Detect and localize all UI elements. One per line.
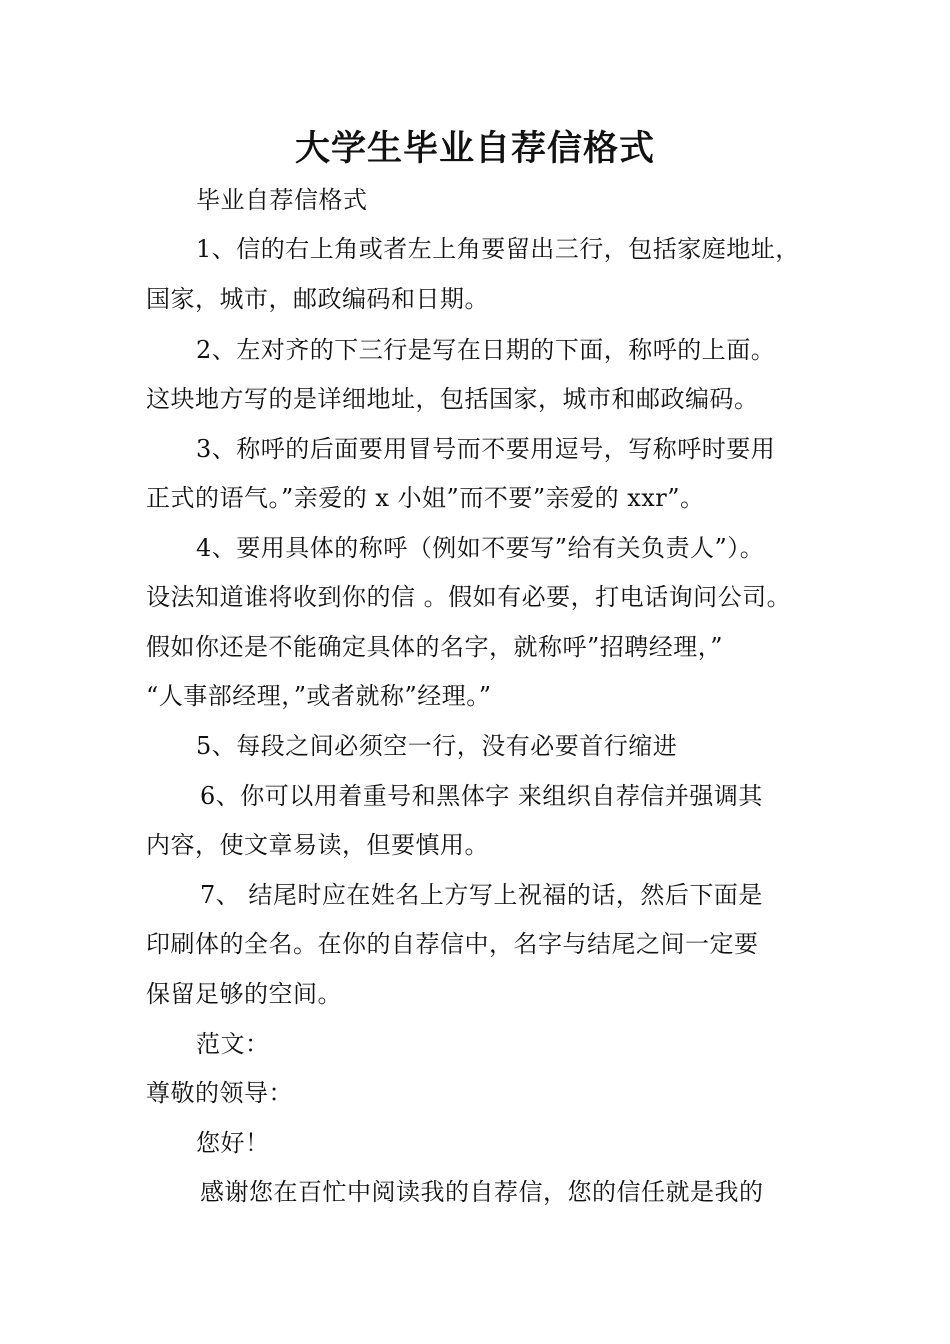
paragraph-line: 印刷体的全名。在你的自荐信中，名字与结尾之间一定要 <box>146 930 759 958</box>
paragraph-line: 这块地方写的是详细地址，包括国家，城市和邮政编码。 <box>146 385 759 413</box>
sample-label: 范文： <box>196 1030 270 1058</box>
paragraph-line: 4、要用具体的称呼（例如不要写”给有关负责人”）。 <box>196 534 765 562</box>
paragraph-line: 7、 结尾时应在姓名上方写上祝福的话，然后下面是 <box>200 881 763 909</box>
paragraph-line: 1、信的右上角或者左上角要留出三行，包括家庭地址， <box>196 235 800 263</box>
paragraph-line: 正式的语气。”亲爱的 x 小姐”而不要”亲爱的 xxr”。 <box>146 484 705 512</box>
paragraph-line: 2、左对齐的下三行是写在日期的下面，称呼的上面。 <box>196 336 776 364</box>
document-title: 大学生毕业自荐信格式 <box>294 129 655 169</box>
section-heading: 毕业自荐信格式 <box>196 186 368 214</box>
paragraph-line: 6、你可以用着重号和黑体字 来组织自荐信并强调其 <box>200 782 763 810</box>
greeting: 您好！ <box>196 1129 270 1157</box>
paragraph-line: 国家，城市，邮政编码和日期。 <box>146 285 489 313</box>
salutation: 尊敬的领导： <box>146 1079 293 1107</box>
paragraph-line: 设法知道谁将收到你的信 。假如有必要，打电话询问公司。 <box>146 583 792 611</box>
paragraph-line: 感谢您在百忙中阅读我的自荐信，您的信任就是我的 <box>200 1178 764 1206</box>
paragraph-line: 内容，使文章易读，但要慎用。 <box>146 831 489 859</box>
paragraph-line: 保留足够的空间。 <box>146 980 342 1008</box>
paragraph-line: 假如你还是不能确定具体的名字，就称呼”招聘经理，” <box>146 633 724 661</box>
paragraph-line: 5、每段之间必须空一行，没有必要首行缩进 <box>196 732 678 760</box>
paragraph-line: “人事部经理，”或者就称”经理。” <box>146 682 492 710</box>
paragraph-line: 3、称呼的后面要用冒号而不要用逗号，写称呼时要用 <box>196 435 776 463</box>
